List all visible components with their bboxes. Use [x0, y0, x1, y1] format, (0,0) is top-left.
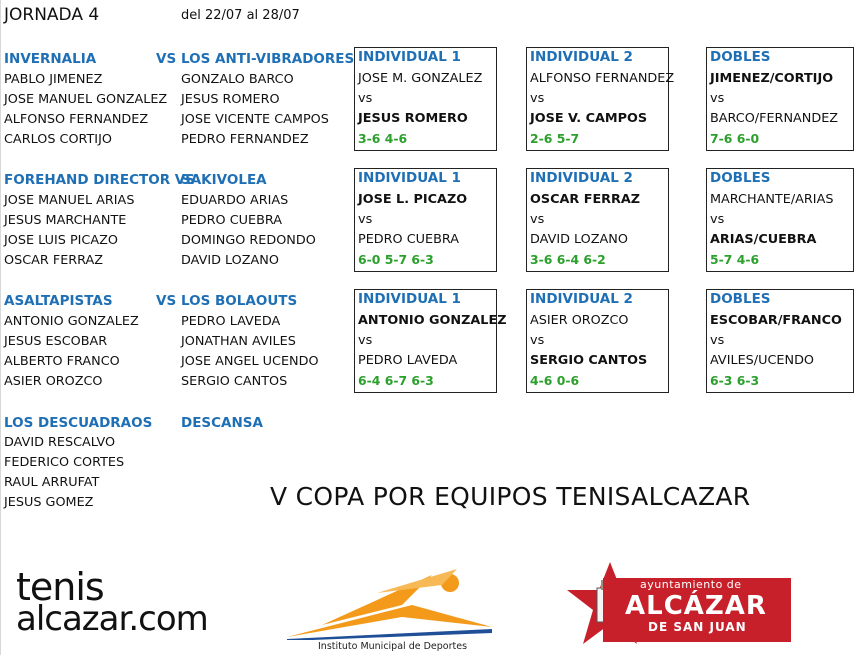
home-team-name: INVERNALIA: [4, 51, 97, 67]
match-box-title: INDIVIDUAL 1: [358, 49, 461, 65]
match-box: [354, 289, 507, 393]
match-player-1: JOSE L. PICAZO: [358, 192, 468, 207]
away-player: JOSE ANGEL UCENDO: [181, 354, 319, 369]
match-vs: vs: [530, 212, 545, 227]
home-player: JOSE MANUEL GONZALEZ: [4, 92, 168, 107]
home-player: JOSE LUIS PICAZO: [4, 233, 118, 248]
match-player-1: ASIER OROZCO: [530, 313, 629, 328]
away-player: PEDRO LAVEDA: [181, 314, 281, 329]
match-box: [706, 47, 854, 151]
match-player-1: ALFONSO FERNANDEZ: [530, 71, 675, 86]
match-score: 6-4 6-7 6-3: [358, 373, 434, 388]
match-score: 7-6 6-0: [710, 131, 760, 146]
imd-logo: [282, 565, 497, 653]
away-player: PEDRO CUEBRA: [181, 213, 282, 228]
match-vs: vs: [530, 91, 545, 106]
match-score: 6-0 5-7 6-3: [358, 252, 434, 267]
ayto-line2: ALCÁZAR: [625, 591, 767, 621]
match-box-title: INDIVIDUAL 2: [530, 49, 633, 65]
match-player-1: JOSE M. GONZALEZ: [358, 71, 483, 86]
match-player-1: MARCHANTE/ARIAS: [710, 192, 834, 207]
away-players: [181, 312, 319, 392]
resting-player: FEDERICO CORTES: [4, 455, 125, 470]
match-score: 3-6 4-6: [358, 131, 408, 146]
match-player-2: PEDRO CUEBRA: [358, 232, 459, 247]
tenis-logo-line2: alcazar.com: [16, 599, 208, 639]
home-player: PABLO JIMENEZ: [4, 72, 103, 87]
match-box: [526, 168, 669, 272]
match-score: 4-6 0-6: [530, 373, 580, 388]
match-score: 3-6 6-4 6-2: [530, 252, 606, 267]
match-player-1: ESCOBAR/FRANCO: [710, 313, 842, 328]
home-player: JOSE MANUEL ARIAS: [4, 193, 135, 208]
match-score: 2-6 5-7: [530, 131, 580, 146]
away-player: DOMINGO REDONDO: [181, 233, 316, 248]
home-players: [4, 312, 139, 392]
ayto-line3: DE SAN JUAN: [648, 620, 747, 634]
home-player: JESUS MARCHANTE: [4, 213, 127, 228]
match-box: [354, 168, 497, 272]
away-player: EDUARDO ARIAS: [181, 193, 289, 208]
match-box: [526, 47, 675, 151]
match-player-2: ARIAS/CUEBRA: [710, 232, 817, 247]
match-vs: vs: [358, 333, 373, 348]
match-box: [526, 289, 669, 393]
match-player-2: DAVID LOZANO: [530, 232, 628, 247]
home-players: [4, 191, 134, 271]
away-player: GONZALO BARCO: [181, 72, 294, 87]
match-box: [706, 289, 854, 393]
resting-players: [4, 433, 124, 513]
away-player: JESUS ROMERO: [181, 92, 280, 107]
match-vs: vs: [358, 212, 373, 227]
competition-title: V COPA POR EQUIPOS TENISALCAZAR: [270, 482, 751, 511]
match-box-title: INDIVIDUAL 1: [358, 291, 461, 307]
match-player-1: JIMENEZ/CORTIJO: [710, 71, 834, 86]
match-player-2: PEDRO LAVEDA: [358, 353, 458, 368]
ayto-line1: ayuntamiento de: [640, 578, 742, 591]
match-box-title: DOBLES: [710, 170, 771, 186]
match-box: [354, 47, 497, 151]
resting-player: RAUL ARRUFAT: [4, 475, 100, 490]
away-player: JONATHAN AVILES: [181, 334, 296, 349]
home-player: JESUS ESCOBAR: [4, 334, 108, 349]
tenisalcazar-logo: [16, 565, 248, 640]
match-player-2: SERGIO CANTOS: [530, 353, 648, 368]
resting-team-name: LOS DESCUADRAOS: [4, 415, 153, 431]
away-team-name: LOS ANTI-VIBRADORES: [181, 51, 355, 67]
match-vs: vs: [710, 212, 725, 227]
home-player: ALBERTO FRANCO: [4, 354, 120, 369]
round-dates: del 22/07 al 28/07: [181, 8, 300, 23]
away-players: [181, 70, 329, 150]
imd-caption: Instituto Municipal de Deportes: [318, 641, 468, 652]
home-player: OSCAR FERRAZ: [4, 253, 104, 268]
away-team-name: LOS BOLAOUTS: [181, 293, 298, 309]
away-players: [181, 191, 316, 271]
match-box-title: INDIVIDUAL 2: [530, 170, 633, 186]
imd-emblem-icon: [282, 565, 497, 640]
match-player-2: BARCO/FERNANDEZ: [710, 111, 839, 126]
match-vs: vs: [710, 91, 725, 106]
away-player: JOSE VICENTE CAMPOS: [181, 112, 329, 127]
match-player-2: JESUS ROMERO: [358, 111, 468, 126]
match-score: 5-7 4-6: [710, 252, 760, 267]
match-box: [706, 168, 854, 272]
vs-header: VS: [156, 51, 177, 67]
match-player-1: OSCAR FERRAZ: [530, 192, 641, 207]
home-player: ASIER OROZCO: [4, 374, 103, 389]
resting-label: DESCANSA: [181, 415, 263, 431]
home-player: CARLOS CORTIJO: [4, 132, 112, 147]
resting-player: JESUS GOMEZ: [4, 495, 94, 510]
home-team-name: ASALTAPISTAS: [4, 293, 113, 309]
away-player: DAVID LOZANO: [181, 253, 279, 268]
vs-header: VS: [156, 293, 177, 309]
match-vs: vs: [358, 91, 373, 106]
match-box-title: DOBLES: [710, 49, 771, 65]
away-team-name: SAKIVOLEA: [181, 172, 267, 188]
match-box-title: INDIVIDUAL 1: [358, 170, 461, 186]
away-player: PEDRO FERNANDEZ: [181, 132, 309, 147]
resting-player: DAVID RESCALVO: [4, 435, 116, 450]
match-box-title: INDIVIDUAL 2: [530, 291, 633, 307]
match-box-title: DOBLES: [710, 291, 771, 307]
away-player: SERGIO CANTOS: [181, 374, 288, 389]
left-border: [0, 0, 1, 655]
round-title: JORNADA 4: [4, 5, 100, 25]
match-vs: vs: [530, 333, 545, 348]
home-players: [4, 70, 167, 150]
match-vs: vs: [710, 333, 725, 348]
match-player-2: JOSE V. CAMPOS: [530, 111, 648, 126]
home-player: ANTONIO GONZALEZ: [4, 314, 139, 329]
ayuntamiento-logo: [565, 560, 795, 652]
match-score: 6-3 6-3: [710, 373, 760, 388]
match-player-2: AVILES/UCENDO: [710, 353, 814, 368]
home-team-name: FOREHAND DIRECTOR VS: [4, 172, 195, 188]
home-player: ALFONSO FERNANDEZ: [4, 112, 149, 127]
match-player-1: ANTONIO GONZALEZ: [358, 313, 507, 328]
tenis-logo-line1: tenis: [16, 565, 104, 609]
